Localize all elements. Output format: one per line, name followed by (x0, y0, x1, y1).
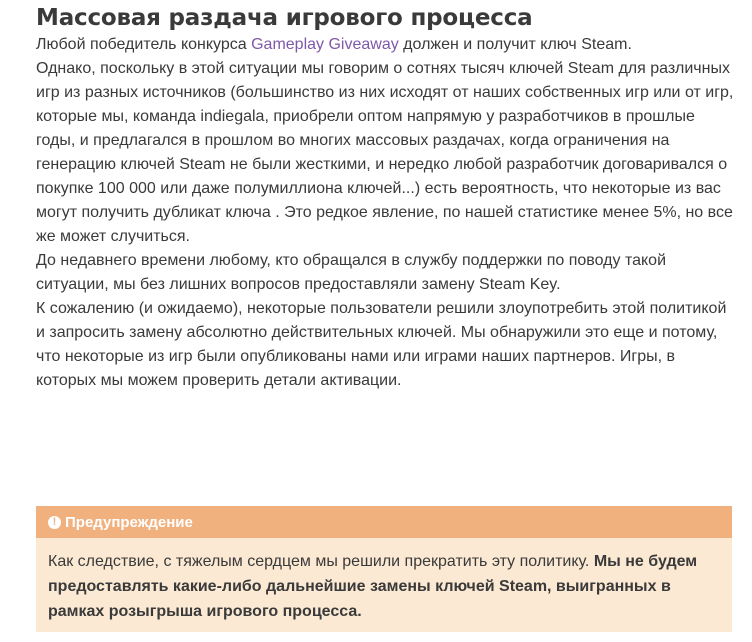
intro-text-after: должен и получит ключ Steam. (398, 36, 632, 53)
paragraph-duplicate-keys: Однако, поскольку в этой ситуации мы говорим о сотнях тысяч ключей Steam для различных игр из разных источников (большинство из них исходят от наших собственных игр или от игр, которые мы, команда indiegala, приобрели оптом напрямую у разработчиков в прошлые годы, и предлагался в прошлом во многих массовых раздачах, когда ограничения на генерацию ключей Steam не были жесткими, и нередко любой разработчик договаривался о покупке 100 000 или даже полумиллиона ключей...) есть вероятность, что некоторые из вас могут получить дубликат ключа . Это редкое явление, по нашей статистике менее 5%, но все же может случиться. (36, 60, 734, 245)
paragraph-intro (36, 33, 734, 57)
paragraph-support-policy: До недавнего времени любому, кто обращался в службу поддержки по поводу такой ситуации, мы без лишних вопросов предоставляли замену Steam Key. (36, 252, 667, 293)
warning-box (36, 506, 732, 632)
article-title: Массовая раздача игрового процесса (36, 5, 533, 31)
warning-text: Как следствие, с тяжелым сердцем мы решили прекратить эту политику. (48, 553, 594, 570)
intro-text-before: Любой победитель конкурса (36, 36, 252, 53)
gameplay-giveaway-link[interactable]: Gameplay Giveaway (251, 36, 399, 53)
warning-bold-text: Мы не будем предоставлять какие-либо дальнейшие замены ключей Steam, выигранных в рамках розыгрыша игрового процесса. (48, 553, 698, 620)
exclamation-icon: ! (48, 516, 61, 529)
warning-heading: Предупреждение (65, 513, 193, 531)
warning-header (36, 506, 732, 538)
paragraph-abuse: К сожалению (и ожидаемо), некоторые пользователи решили злоупотребить этой политикой и запросить замену абсолютно действительных ключей. Мы обнаружили это еще и потому, что некоторые из игр были опубликованы нами или играми наших партнеров. Игры, в которых мы можем проверить детали активации. (36, 300, 727, 389)
warning-body (36, 538, 732, 624)
